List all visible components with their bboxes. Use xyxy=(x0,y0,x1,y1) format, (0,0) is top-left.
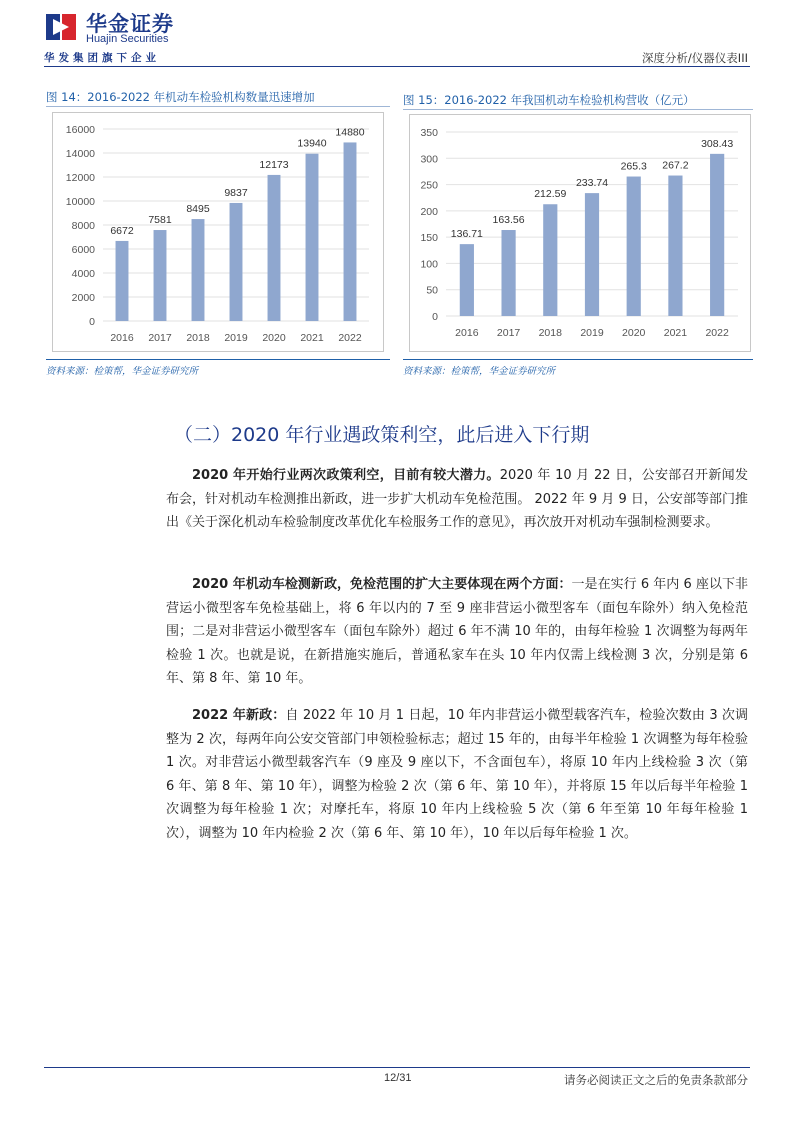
figure-15-source-rule xyxy=(403,359,753,360)
data-label-2020: 265.3 xyxy=(620,160,647,173)
y-tick-label: 0 xyxy=(89,316,95,328)
paragraph-1 xyxy=(166,464,748,535)
paragraph-3-lead: 2022 年新政： xyxy=(192,708,286,723)
y-tick-label: 8000 xyxy=(71,220,95,232)
y-tick-label: 10000 xyxy=(65,196,95,208)
x-tick-label: 2019 xyxy=(580,327,604,339)
figure-15-chart-frame xyxy=(409,114,751,352)
y-tick-label: 350 xyxy=(420,127,438,139)
footer-divider xyxy=(44,1067,750,1068)
data-label-2018: 8495 xyxy=(186,203,210,216)
disclaimer-note: 请务必阅读正文之后的免责条款部分 xyxy=(564,1073,748,1087)
bar-2022 xyxy=(344,142,357,321)
y-tick-label: 250 xyxy=(420,179,438,192)
y-tick-label: 2000 xyxy=(71,292,95,304)
figure-15-chart xyxy=(410,115,750,351)
x-tick-label: 2021 xyxy=(300,332,324,344)
figure-14-title-rule xyxy=(46,106,390,107)
section-heading: （二）2020 年行业遇政策利空，此后进入下行期 xyxy=(174,424,590,446)
brand-name-en: Huajin Securities xyxy=(86,33,169,45)
x-tick-label: 2017 xyxy=(496,327,521,339)
x-tick-label: 2017 xyxy=(148,332,172,344)
y-tick-label: 6000 xyxy=(71,244,95,256)
brand-name-cn: 华金证券 xyxy=(86,12,174,36)
data-label-2020: 12173 xyxy=(259,158,289,171)
y-tick-label: 12000 xyxy=(65,172,95,184)
data-label-2017: 7581 xyxy=(148,214,172,227)
y-tick-label: 50 xyxy=(426,284,438,297)
bar-2021 xyxy=(668,176,682,316)
x-tick-label: 2016 xyxy=(110,332,134,344)
figure-15-title-rule xyxy=(403,109,753,110)
figure-15-title: 图 15：2016-2022 年我国机动车检验机构营收（亿元） xyxy=(403,93,695,107)
y-tick-label: 0 xyxy=(432,311,438,323)
y-tick-label: 4000 xyxy=(71,268,95,280)
y-tick-label: 200 xyxy=(420,205,438,218)
bar-2017 xyxy=(501,230,515,316)
bar-2016 xyxy=(116,241,129,321)
y-tick-label: 14000 xyxy=(65,148,95,160)
figure-14-title: 图 14：2016-2022 年机动车检验机构数量迅速增加 xyxy=(46,90,315,104)
report-type: 深度分析/仪器仪表III xyxy=(641,51,748,65)
figure-14-chart-frame xyxy=(52,112,384,352)
company-logo-icon xyxy=(44,10,78,44)
x-tick-label: 2016 xyxy=(455,327,479,339)
bar-2022 xyxy=(710,154,724,316)
data-label-2021: 267.2 xyxy=(662,159,689,172)
paragraph-3-body: 自 2022 年 10 月 1 日起，10 年内非营运小微型载客汽车，检验次数由 3 次调整为 2 次，每两年向公安交管部门申领检验标志；超过 15 年的，由每半年检验 1 次调整为每年检验 1 次。对非营运小微型载客汽车（9 座及 9 座以下，不含面包车），将原 10 年内上线检验 3 次（第 6 年、第 8 年、第 10 年），调整为检验 2 次（第 6 年、第 10 年），并将原 15 年以后每半年检验 1 次调整为每年检验 1 次；对摩托车，将原 10 年内上线检验 5 次（第 6 年至第 10 年每年检验 1 次），调整为 10 年内检验 2 次（第 6 年、第 10 年），10 年以后每年检验 1 次。 xyxy=(166,708,748,841)
bar-2020 xyxy=(627,177,641,316)
header-divider xyxy=(44,66,750,67)
x-tick-label: 2018 xyxy=(538,327,562,339)
data-label-2016: 136.71 xyxy=(450,228,483,241)
paragraph-1-body: 2020 年 10 月 22 日，公安部召开新闻发布会，针对机动车检测推出新政，进一步扩大机动车免检范围。 2022 年 9 月 9 日，公安部等部门推出《关于深化机动车检验制度改革优化车检服务工作的意见》，再次放开对机动车强制检测要求。 xyxy=(166,468,748,530)
y-tick-label: 150 xyxy=(420,232,438,245)
y-tick-label: 300 xyxy=(420,153,438,166)
bar-2018 xyxy=(192,219,205,321)
data-label-2022: 308.43 xyxy=(701,137,734,150)
x-tick-label: 2020 xyxy=(262,332,286,344)
data-label-2019: 9837 xyxy=(224,186,248,199)
x-tick-label: 2022 xyxy=(338,332,362,344)
page-number: 12/31 xyxy=(384,1072,412,1084)
paragraph-1-lead: 2020 年开始行业两次政策利空，目前有较大潜力。 xyxy=(192,468,500,483)
x-tick-label: 2022 xyxy=(705,327,729,339)
x-tick-label: 2018 xyxy=(186,332,210,344)
x-tick-label: 2019 xyxy=(224,332,248,344)
bar-2019 xyxy=(230,203,243,321)
y-tick-label: 16000 xyxy=(65,124,95,136)
paragraph-3 xyxy=(166,704,748,845)
x-tick-label: 2020 xyxy=(622,327,646,339)
bar-2017 xyxy=(154,230,167,321)
data-label-2016: 6672 xyxy=(110,224,134,237)
paragraph-2-body: 一是在实行 6 年内 6 座以下非营运小微型客车免检基础上，将 6 年以内的 7 至 9 座非营运小微型客车（面包车除外）纳入免检范围；二是对非营运小微型客车（面包车除外）超过 6 年不满 10 年的，由每年检验 1 次调整为每两年检验 1 次。也就是说，在新措施实施后，普通私家车在头 10 年内仅需上线检测 3 次，分别是第 6 年、第 8 年、第 10 年。 xyxy=(166,577,748,686)
y-tick-label: 100 xyxy=(420,258,438,271)
paragraph-2-lead: 2020 年机动车检测新政，免检范围的扩大主要体现在两个方面： xyxy=(192,577,572,592)
figure-14-source-rule xyxy=(46,359,390,360)
brand-slogan: 华发集团旗下企业 xyxy=(44,52,160,64)
bar-2019 xyxy=(585,193,599,316)
x-tick-label: 2021 xyxy=(663,327,688,339)
data-label-2017: 163.56 xyxy=(492,214,525,227)
figure-15-source: 资料来源：检策帮，华金证券研究所 xyxy=(403,366,556,377)
bar-2021 xyxy=(306,154,319,321)
figure-14-chart xyxy=(53,113,383,351)
data-label-2021: 13940 xyxy=(297,137,327,150)
data-label-2022: 14880 xyxy=(335,126,365,139)
data-label-2018: 212.59 xyxy=(534,188,567,201)
figure-14-source: 资料来源：检策帮，华金证券研究所 xyxy=(46,366,199,377)
paragraph-2 xyxy=(166,573,748,691)
bar-2018 xyxy=(543,204,557,316)
bar-2016 xyxy=(460,244,474,316)
data-label-2019: 233.74 xyxy=(575,177,609,190)
bar-2020 xyxy=(268,175,281,321)
